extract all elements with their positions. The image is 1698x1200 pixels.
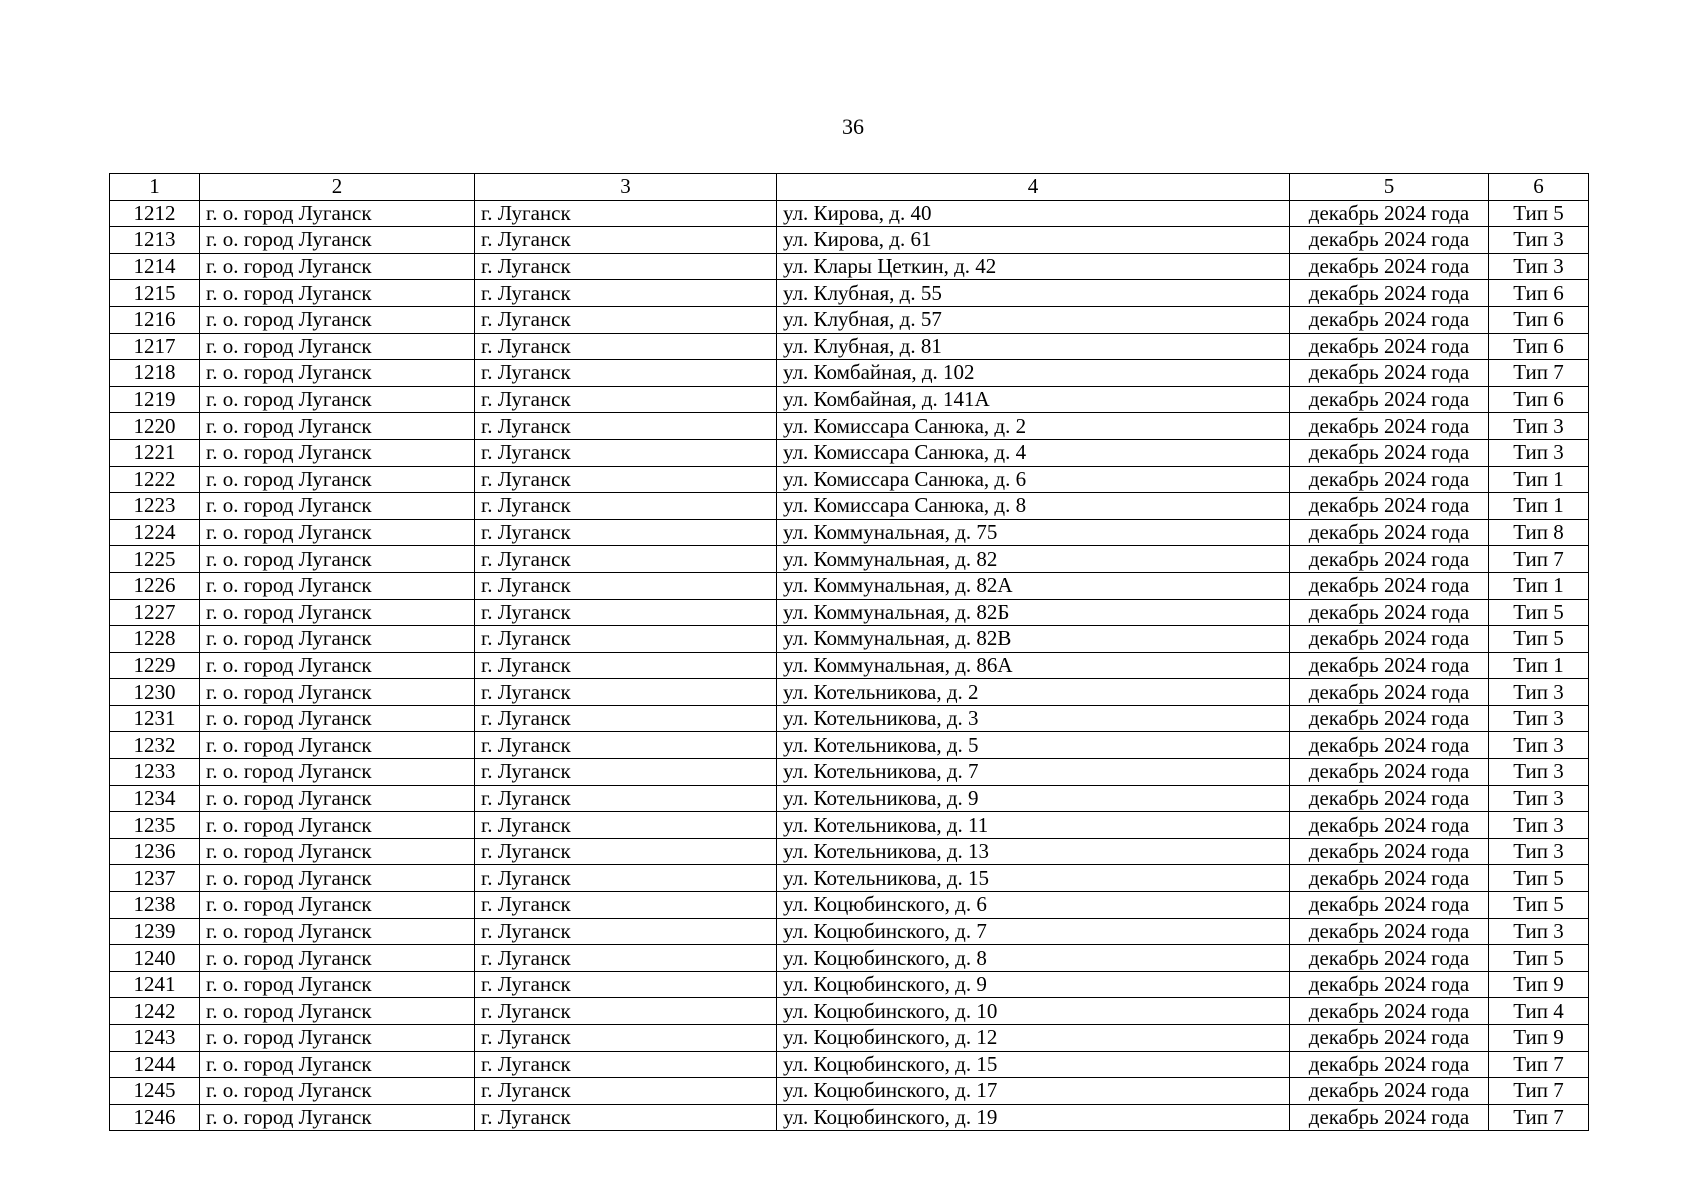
type-cell: Тип 9 bbox=[1489, 1025, 1589, 1052]
address-cell: ул. Клубная, д. 81 bbox=[777, 333, 1290, 360]
city-cell: г. Луганск bbox=[475, 280, 777, 307]
period-cell: декабрь 2024 года bbox=[1290, 519, 1489, 546]
address-cell: ул. Котельникова, д. 3 bbox=[777, 705, 1290, 732]
table-row bbox=[110, 200, 1589, 227]
type-cell: Тип 7 bbox=[1489, 1104, 1589, 1131]
type-cell: Тип 3 bbox=[1489, 227, 1589, 254]
row-number-cell: 1230 bbox=[110, 679, 200, 706]
column-header: 2 bbox=[200, 174, 475, 201]
row-number-cell: 1217 bbox=[110, 333, 200, 360]
row-number-cell: 1219 bbox=[110, 386, 200, 413]
table-row bbox=[110, 998, 1589, 1025]
address-cell: ул. Коцюбинского, д. 9 bbox=[777, 971, 1290, 998]
address-cell: ул. Клубная, д. 57 bbox=[777, 306, 1290, 333]
district-cell: г. о. город Луганск bbox=[200, 519, 475, 546]
row-number-cell: 1236 bbox=[110, 838, 200, 865]
period-cell: декабрь 2024 года bbox=[1290, 386, 1489, 413]
type-cell: Тип 3 bbox=[1489, 253, 1589, 280]
row-number-cell: 1221 bbox=[110, 439, 200, 466]
district-cell: г. о. город Луганск bbox=[200, 227, 475, 254]
district-cell: г. о. город Луганск bbox=[200, 1104, 475, 1131]
city-cell: г. Луганск bbox=[475, 998, 777, 1025]
type-cell: Тип 8 bbox=[1489, 519, 1589, 546]
period-cell: декабрь 2024 года bbox=[1290, 280, 1489, 307]
period-cell: декабрь 2024 года bbox=[1290, 705, 1489, 732]
city-cell: г. Луганск bbox=[475, 253, 777, 280]
address-cell: ул. Коцюбинского, д. 7 bbox=[777, 918, 1290, 945]
row-number-cell: 1224 bbox=[110, 519, 200, 546]
type-cell: Тип 7 bbox=[1489, 360, 1589, 387]
district-cell: г. о. город Луганск bbox=[200, 892, 475, 919]
period-cell: декабрь 2024 года bbox=[1290, 227, 1489, 254]
column-header: 5 bbox=[1290, 174, 1489, 201]
row-number-cell: 1214 bbox=[110, 253, 200, 280]
address-cell: ул. Коцюбинского, д. 12 bbox=[777, 1025, 1290, 1052]
city-cell: г. Луганск bbox=[475, 705, 777, 732]
row-number-cell: 1240 bbox=[110, 945, 200, 972]
district-cell: г. о. город Луганск bbox=[200, 918, 475, 945]
period-cell: декабрь 2024 года bbox=[1290, 865, 1489, 892]
type-cell: Тип 7 bbox=[1489, 1051, 1589, 1078]
district-cell: г. о. город Луганск bbox=[200, 360, 475, 387]
row-number-cell: 1223 bbox=[110, 493, 200, 520]
type-cell: Тип 3 bbox=[1489, 785, 1589, 812]
registry-table bbox=[109, 173, 1589, 1131]
address-cell: ул. Коцюбинского, д. 8 bbox=[777, 945, 1290, 972]
period-cell: декабрь 2024 года bbox=[1290, 546, 1489, 573]
table-row bbox=[110, 466, 1589, 493]
type-cell: Тип 7 bbox=[1489, 1078, 1589, 1105]
district-cell: г. о. город Луганск bbox=[200, 306, 475, 333]
address-cell: ул. Коммунальная, д. 86А bbox=[777, 652, 1290, 679]
district-cell: г. о. город Луганск bbox=[200, 971, 475, 998]
row-number-cell: 1245 bbox=[110, 1078, 200, 1105]
row-number-cell: 1227 bbox=[110, 599, 200, 626]
table-row bbox=[110, 626, 1589, 653]
type-cell: Тип 5 bbox=[1489, 200, 1589, 227]
city-cell: г. Луганск bbox=[475, 838, 777, 865]
address-cell: ул. Котельникова, д. 7 bbox=[777, 759, 1290, 786]
address-cell: ул. Комиссара Санюка, д. 6 bbox=[777, 466, 1290, 493]
district-cell: г. о. город Луганск bbox=[200, 572, 475, 599]
city-cell: г. Луганск bbox=[475, 892, 777, 919]
table-header bbox=[110, 174, 1589, 201]
row-number-cell: 1246 bbox=[110, 1104, 200, 1131]
row-number-cell: 1233 bbox=[110, 759, 200, 786]
district-cell: г. о. город Луганск bbox=[200, 1051, 475, 1078]
city-cell: г. Луганск bbox=[475, 306, 777, 333]
type-cell: Тип 3 bbox=[1489, 812, 1589, 839]
type-cell: Тип 5 bbox=[1489, 892, 1589, 919]
table-row bbox=[110, 1104, 1589, 1131]
period-cell: декабрь 2024 года bbox=[1290, 812, 1489, 839]
address-cell: ул. Комиссара Санюка, д. 8 bbox=[777, 493, 1290, 520]
address-cell: ул. Коммунальная, д. 75 bbox=[777, 519, 1290, 546]
city-cell: г. Луганск bbox=[475, 333, 777, 360]
row-number-cell: 1220 bbox=[110, 413, 200, 440]
table-row bbox=[110, 812, 1589, 839]
period-cell: декабрь 2024 года bbox=[1290, 1078, 1489, 1105]
city-cell: г. Луганск bbox=[475, 1051, 777, 1078]
address-cell: ул. Клары Цеткин, д. 42 bbox=[777, 253, 1290, 280]
district-cell: г. о. город Луганск bbox=[200, 599, 475, 626]
table-row bbox=[110, 732, 1589, 759]
type-cell: Тип 3 bbox=[1489, 732, 1589, 759]
city-cell: г. Луганск bbox=[475, 732, 777, 759]
type-cell: Тип 1 bbox=[1489, 466, 1589, 493]
period-cell: декабрь 2024 года bbox=[1290, 1025, 1489, 1052]
column-header: 4 bbox=[777, 174, 1290, 201]
table-row bbox=[110, 599, 1589, 626]
table-row bbox=[110, 1078, 1589, 1105]
city-cell: г. Луганск bbox=[475, 759, 777, 786]
period-cell: декабрь 2024 года bbox=[1290, 200, 1489, 227]
type-cell: Тип 7 bbox=[1489, 546, 1589, 573]
district-cell: г. о. город Луганск bbox=[200, 998, 475, 1025]
row-number-cell: 1232 bbox=[110, 732, 200, 759]
city-cell: г. Луганск bbox=[475, 439, 777, 466]
address-cell: ул. Коцюбинского, д. 15 bbox=[777, 1051, 1290, 1078]
district-cell: г. о. город Луганск bbox=[200, 1025, 475, 1052]
table-row bbox=[110, 493, 1589, 520]
address-cell: ул. Комиссара Санюка, д. 4 bbox=[777, 439, 1290, 466]
row-number-cell: 1238 bbox=[110, 892, 200, 919]
table-row bbox=[110, 838, 1589, 865]
row-number-cell: 1231 bbox=[110, 705, 200, 732]
type-cell: Тип 5 bbox=[1489, 599, 1589, 626]
district-cell: г. о. город Луганск bbox=[200, 785, 475, 812]
city-cell: г. Луганск bbox=[475, 945, 777, 972]
type-cell: Тип 6 bbox=[1489, 333, 1589, 360]
address-cell: ул. Коцюбинского, д. 10 bbox=[777, 998, 1290, 1025]
period-cell: декабрь 2024 года bbox=[1290, 998, 1489, 1025]
row-number-cell: 1241 bbox=[110, 971, 200, 998]
table-row bbox=[110, 892, 1589, 919]
district-cell: г. о. город Луганск bbox=[200, 865, 475, 892]
address-cell: ул. Клубная, д. 55 bbox=[777, 280, 1290, 307]
district-cell: г. о. город Луганск bbox=[200, 652, 475, 679]
district-cell: г. о. город Луганск bbox=[200, 679, 475, 706]
address-cell: ул. Коммунальная, д. 82А bbox=[777, 572, 1290, 599]
district-cell: г. о. город Луганск bbox=[200, 759, 475, 786]
city-cell: г. Луганск bbox=[475, 360, 777, 387]
table-row bbox=[110, 679, 1589, 706]
city-cell: г. Луганск bbox=[475, 466, 777, 493]
city-cell: г. Луганск bbox=[475, 971, 777, 998]
type-cell: Тип 1 bbox=[1489, 652, 1589, 679]
table-row bbox=[110, 945, 1589, 972]
district-cell: г. о. город Луганск bbox=[200, 732, 475, 759]
district-cell: г. о. город Луганск bbox=[200, 280, 475, 307]
address-cell: ул. Комбайная, д. 141А bbox=[777, 386, 1290, 413]
city-cell: г. Луганск bbox=[475, 386, 777, 413]
type-cell: Тип 4 bbox=[1489, 998, 1589, 1025]
city-cell: г. Луганск bbox=[475, 1078, 777, 1105]
address-cell: ул. Коцюбинского, д. 6 bbox=[777, 892, 1290, 919]
row-number-cell: 1226 bbox=[110, 572, 200, 599]
row-number-cell: 1213 bbox=[110, 227, 200, 254]
period-cell: декабрь 2024 года bbox=[1290, 971, 1489, 998]
city-cell: г. Луганск bbox=[475, 1104, 777, 1131]
district-cell: г. о. город Луганск bbox=[200, 413, 475, 440]
district-cell: г. о. город Луганск bbox=[200, 493, 475, 520]
table-row bbox=[110, 306, 1589, 333]
row-number-cell: 1243 bbox=[110, 1025, 200, 1052]
city-cell: г. Луганск bbox=[475, 493, 777, 520]
district-cell: г. о. город Луганск bbox=[200, 333, 475, 360]
type-cell: Тип 1 bbox=[1489, 572, 1589, 599]
period-cell: декабрь 2024 года bbox=[1290, 732, 1489, 759]
period-cell: декабрь 2024 года bbox=[1290, 679, 1489, 706]
period-cell: декабрь 2024 года bbox=[1290, 413, 1489, 440]
row-number-cell: 1225 bbox=[110, 546, 200, 573]
city-cell: г. Луганск bbox=[475, 785, 777, 812]
table-row bbox=[110, 253, 1589, 280]
district-cell: г. о. город Луганск bbox=[200, 838, 475, 865]
period-cell: декабрь 2024 года bbox=[1290, 439, 1489, 466]
table-row bbox=[110, 519, 1589, 546]
period-cell: декабрь 2024 года bbox=[1290, 918, 1489, 945]
period-cell: декабрь 2024 года bbox=[1290, 333, 1489, 360]
address-cell: ул. Коммунальная, д. 82 bbox=[777, 546, 1290, 573]
period-cell: декабрь 2024 года bbox=[1290, 572, 1489, 599]
address-cell: ул. Комбайная, д. 102 bbox=[777, 360, 1290, 387]
period-cell: декабрь 2024 года bbox=[1290, 253, 1489, 280]
column-header: 3 bbox=[475, 174, 777, 201]
city-cell: г. Луганск bbox=[475, 652, 777, 679]
address-cell: ул. Котельникова, д. 5 bbox=[777, 732, 1290, 759]
row-number-cell: 1222 bbox=[110, 466, 200, 493]
city-cell: г. Луганск bbox=[475, 200, 777, 227]
row-number-cell: 1228 bbox=[110, 626, 200, 653]
period-cell: декабрь 2024 года bbox=[1290, 892, 1489, 919]
address-cell: ул. Коммунальная, д. 82В bbox=[777, 626, 1290, 653]
city-cell: г. Луганск bbox=[475, 1025, 777, 1052]
table-row bbox=[110, 439, 1589, 466]
address-cell: ул. Котельникова, д. 11 bbox=[777, 812, 1290, 839]
type-cell: Тип 3 bbox=[1489, 439, 1589, 466]
district-cell: г. о. город Луганск bbox=[200, 200, 475, 227]
table-row bbox=[110, 360, 1589, 387]
table-row bbox=[110, 918, 1589, 945]
row-number-cell: 1212 bbox=[110, 200, 200, 227]
table-row bbox=[110, 333, 1589, 360]
row-number-cell: 1234 bbox=[110, 785, 200, 812]
district-cell: г. о. город Луганск bbox=[200, 439, 475, 466]
type-cell: Тип 5 bbox=[1489, 865, 1589, 892]
table-row bbox=[110, 705, 1589, 732]
district-cell: г. о. город Луганск bbox=[200, 253, 475, 280]
row-number-cell: 1239 bbox=[110, 918, 200, 945]
city-cell: г. Луганск bbox=[475, 413, 777, 440]
type-cell: Тип 6 bbox=[1489, 306, 1589, 333]
table-row bbox=[110, 971, 1589, 998]
address-cell: ул. Котельникова, д. 15 bbox=[777, 865, 1290, 892]
period-cell: декабрь 2024 года bbox=[1290, 626, 1489, 653]
city-cell: г. Луганск bbox=[475, 626, 777, 653]
table-row bbox=[110, 546, 1589, 573]
city-cell: г. Луганск bbox=[475, 227, 777, 254]
district-cell: г. о. город Луганск bbox=[200, 945, 475, 972]
type-cell: Тип 9 bbox=[1489, 971, 1589, 998]
column-header: 1 bbox=[110, 174, 200, 201]
row-number-cell: 1218 bbox=[110, 360, 200, 387]
row-number-cell: 1237 bbox=[110, 865, 200, 892]
district-cell: г. о. город Луганск bbox=[200, 1078, 475, 1105]
row-number-cell: 1235 bbox=[110, 812, 200, 839]
type-cell: Тип 6 bbox=[1489, 280, 1589, 307]
period-cell: декабрь 2024 года bbox=[1290, 759, 1489, 786]
address-cell: ул. Котельникова, д. 13 bbox=[777, 838, 1290, 865]
city-cell: г. Луганск bbox=[475, 519, 777, 546]
district-cell: г. о. город Луганск bbox=[200, 705, 475, 732]
address-cell: ул. Кирова, д. 61 bbox=[777, 227, 1290, 254]
city-cell: г. Луганск bbox=[475, 599, 777, 626]
period-cell: декабрь 2024 года bbox=[1290, 1051, 1489, 1078]
type-cell: Тип 5 bbox=[1489, 626, 1589, 653]
row-number-cell: 1229 bbox=[110, 652, 200, 679]
table-row bbox=[110, 652, 1589, 679]
city-cell: г. Луганск bbox=[475, 572, 777, 599]
district-cell: г. о. город Луганск bbox=[200, 626, 475, 653]
period-cell: декабрь 2024 года bbox=[1290, 360, 1489, 387]
row-number-cell: 1215 bbox=[110, 280, 200, 307]
row-number-cell: 1244 bbox=[110, 1051, 200, 1078]
period-cell: декабрь 2024 года bbox=[1290, 838, 1489, 865]
table-row bbox=[110, 227, 1589, 254]
period-cell: декабрь 2024 года bbox=[1290, 945, 1489, 972]
header-row bbox=[110, 174, 1589, 201]
period-cell: декабрь 2024 года bbox=[1290, 466, 1489, 493]
type-cell: Тип 5 bbox=[1489, 945, 1589, 972]
table-row bbox=[110, 572, 1589, 599]
district-cell: г. о. город Луганск bbox=[200, 386, 475, 413]
table-row bbox=[110, 413, 1589, 440]
type-cell: Тип 3 bbox=[1489, 838, 1589, 865]
type-cell: Тип 6 bbox=[1489, 386, 1589, 413]
address-cell: ул. Комиссара Санюка, д. 2 bbox=[777, 413, 1290, 440]
table-row bbox=[110, 386, 1589, 413]
city-cell: г. Луганск bbox=[475, 865, 777, 892]
page-number: 36 bbox=[842, 114, 864, 139]
district-cell: г. о. город Луганск bbox=[200, 812, 475, 839]
city-cell: г. Луганск bbox=[475, 918, 777, 945]
city-cell: г. Луганск bbox=[475, 546, 777, 573]
column-header: 6 bbox=[1489, 174, 1589, 201]
period-cell: декабрь 2024 года bbox=[1290, 599, 1489, 626]
address-cell: ул. Коцюбинского, д. 19 bbox=[777, 1104, 1290, 1131]
table-row bbox=[110, 1051, 1589, 1078]
period-cell: декабрь 2024 года bbox=[1290, 652, 1489, 679]
row-number-cell: 1242 bbox=[110, 998, 200, 1025]
address-cell: ул. Котельникова, д. 2 bbox=[777, 679, 1290, 706]
district-cell: г. о. город Луганск bbox=[200, 466, 475, 493]
address-cell: ул. Коммунальная, д. 82Б bbox=[777, 599, 1290, 626]
type-cell: Тип 3 bbox=[1489, 413, 1589, 440]
address-cell: ул. Котельникова, д. 9 bbox=[777, 785, 1290, 812]
table-row bbox=[110, 280, 1589, 307]
district-cell: г. о. город Луганск bbox=[200, 546, 475, 573]
period-cell: декабрь 2024 года bbox=[1290, 1104, 1489, 1131]
city-cell: г. Луганск bbox=[475, 812, 777, 839]
type-cell: Тип 1 bbox=[1489, 493, 1589, 520]
period-cell: декабрь 2024 года bbox=[1290, 493, 1489, 520]
type-cell: Тип 3 bbox=[1489, 759, 1589, 786]
type-cell: Тип 3 bbox=[1489, 918, 1589, 945]
period-cell: декабрь 2024 года bbox=[1290, 785, 1489, 812]
type-cell: Тип 3 bbox=[1489, 705, 1589, 732]
table-row bbox=[110, 1025, 1589, 1052]
table-row bbox=[110, 785, 1589, 812]
address-cell: ул. Коцюбинского, д. 17 bbox=[777, 1078, 1290, 1105]
period-cell: декабрь 2024 года bbox=[1290, 306, 1489, 333]
table-row bbox=[110, 865, 1589, 892]
address-cell: ул. Кирова, д. 40 bbox=[777, 200, 1290, 227]
type-cell: Тип 3 bbox=[1489, 679, 1589, 706]
table-row bbox=[110, 759, 1589, 786]
table-body bbox=[110, 200, 1589, 1131]
city-cell: г. Луганск bbox=[475, 679, 777, 706]
row-number-cell: 1216 bbox=[110, 306, 200, 333]
